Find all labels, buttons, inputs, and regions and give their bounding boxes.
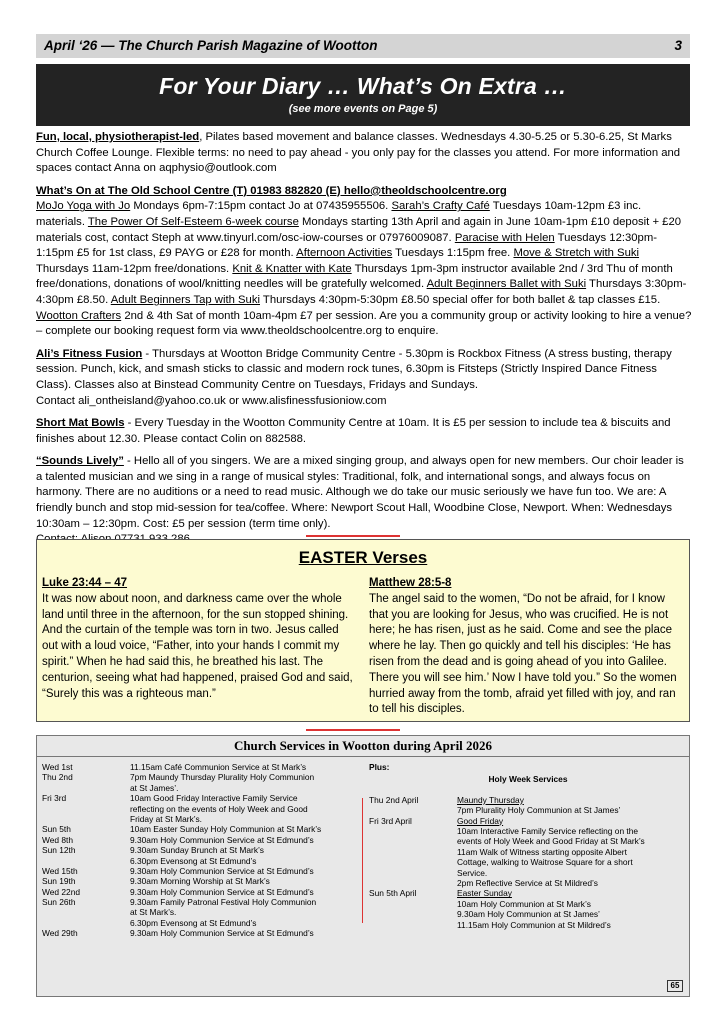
page-number: 3 — [674, 38, 682, 53]
osc-detail: Thursdays 11am-12pm free/donations. — [36, 262, 233, 275]
holy-week-description: events of Holy Week and Good Friday at St Mark’s — [457, 836, 645, 847]
service-description: 7pm Maundy Thursday Plurality Holy Communion — [130, 772, 315, 783]
holy-week-description: 9.30am Holy Communion at St James’ — [457, 909, 600, 920]
holy-week-day-heading: Good Friday — [457, 815, 504, 826]
column-divider — [362, 798, 363, 923]
easter-right-column — [369, 576, 685, 718]
banner-title: For Your Diary … What’s On Extra … — [159, 73, 567, 99]
holy-week-row — [369, 816, 687, 826]
holy-week-row — [369, 878, 687, 888]
service-day: Wed 1st — [42, 762, 73, 772]
service-row — [42, 876, 362, 886]
holy-week-day-heading: Maundy Thursday — [457, 794, 524, 805]
osc-activity: The Power Of Self-Esteem 6-week course — [87, 215, 299, 228]
service-row — [42, 866, 362, 876]
service-description: 9.30am Family Patronal Festival Holy Communion — [130, 897, 317, 908]
sounds-item — [36, 454, 692, 548]
service-day: Wed 8th — [42, 834, 74, 845]
osc-activity: Wootton Crafters — [36, 309, 122, 322]
luke-heading: Luke 23:44 – 47 — [42, 577, 128, 589]
service-day: Sun 26th — [42, 897, 76, 908]
ali-text: - Thursdays at Wootton Bridge Community Centre - 5.30pm is Rockbox Fitness (A stress busting, therapy session. Punch, kick, and smash sticks to classic and modern rock tunes, 6.30pm is Fitsteps (Strictly Inspired Dance Fitness Class). Classes also at Binstead Community Centre on Tuesdays, Fridays and Sundays. — [36, 347, 672, 391]
service-description: 9.30am Morning Worship at St Mark’s — [130, 876, 270, 887]
holy-week-row — [369, 836, 687, 846]
holy-week-row — [369, 847, 687, 857]
osc-heading: What’s On at The Old School Centre (T) 01983 882820 (E) hello@theoldschoolcentre.org — [36, 184, 507, 197]
holy-week-row — [369, 909, 687, 919]
service-description: 11.15am Café Communion Service at St Mark’s — [130, 762, 307, 772]
bowls-lead: Short Mat Bowls — [36, 417, 125, 430]
osc-detail: 2nd & 4th Sat of month 10am-4pm £7 per session. Are you a community group or activity looking to hire a venue? – complete our booking request form via www.theoldschoolcentre.org to enquire. — [36, 309, 692, 338]
holy-week-day: Thu 2nd April — [369, 794, 419, 805]
service-row — [42, 793, 362, 803]
bowls-text: - Every Tuesday in the Wootton Community Centre at 10am. It is £5 per session to include tea & biscuits and finishes about 12.30. Please contact Colin on 882588. — [36, 417, 671, 445]
holy-week-row — [369, 920, 687, 930]
page-header — [36, 34, 690, 58]
holy-week-description: Cottage, walking to Waitrose Square for a short — [457, 857, 633, 868]
service-description: 9.30am Holy Communion Service at St Edmund’s — [130, 834, 314, 845]
osc-detail: Mondays 6pm-7:15pm contact Jo at 07435955506. — [130, 200, 392, 213]
service-description: reflecting on the events of Holy Week and Good — [130, 803, 308, 814]
osc-activity: Adult Beginners Ballet with Suki — [426, 278, 587, 291]
osc-detail: Tuesdays 10am-12pm £3 inc. materials. — [36, 200, 642, 228]
bowls-item — [36, 416, 692, 447]
holy-week-row — [369, 899, 687, 909]
service-row — [42, 907, 362, 917]
divider-line — [306, 729, 400, 731]
service-day: Wed 22nd — [42, 886, 81, 897]
service-row — [42, 824, 362, 834]
service-row — [42, 772, 362, 782]
osc-activity: Paracise with Helen — [454, 231, 555, 244]
service-description: 9.30am Holy Communion Service at St Edmund’s — [130, 865, 314, 876]
service-description: 6.30pm Evensong at St Edmund’s — [130, 855, 257, 866]
ali-lead: Ali’s Fitness Fusion — [36, 347, 143, 360]
holy-week-row — [369, 868, 687, 878]
service-description: 10am Good Friday Interactive Family Service — [130, 793, 298, 804]
pilates-item — [36, 130, 692, 177]
service-day: Sun 5th — [42, 824, 71, 835]
service-description: 6.30pm Evensong at St Edmund’s — [130, 917, 257, 928]
magazine-title: April ‘26 — The Church Parish Magazine of Wootton — [44, 38, 378, 53]
holy-week-row — [369, 857, 687, 867]
holy-week-panel — [369, 762, 687, 930]
holy-week-heading: Holy Week Services — [488, 774, 568, 785]
service-row — [42, 928, 362, 938]
matthew-heading: Matthew 28:5-8 — [369, 577, 452, 589]
service-day: Sun 12th — [42, 845, 76, 856]
pilates-text: , Pilates based movement and balance classes. Wednesdays 4.30-5.25 or 5.30-6.25, St Marks Church Coffee Lounge. Flexible terms: no need to pay ahead - you only pay for the classes you attend. For more information and spaces contact Anna on aqphysio@outlook.com — [36, 131, 681, 175]
service-row — [42, 897, 362, 907]
ali-item — [36, 347, 692, 409]
service-row — [42, 814, 362, 824]
banner-subtitle: (see more events on Page 5) — [288, 103, 438, 115]
holy-week-row — [369, 805, 687, 815]
pilates-lead: Fun, local, physiotherapist-led — [36, 131, 200, 143]
service-row — [42, 918, 362, 928]
holy-week-row — [369, 795, 687, 805]
matthew-text: The angel said to the women, “Do not be afraid, for I know that you are looking for Jesus, who was crucified. He is not here; he has risen, just as he said. Come and see the place where he lay. Then go quickly and tell his disciples: ‘He has risen from the dead and is going ahead of you into Galilee. There you will see him.’ Now I have told you.” So the women hurried away from the tomb, afraid yet filled with joy, and ran to tell his disciples. — [369, 592, 677, 716]
osc-detail: Thursdays 3:30pm-4:30pm £8.50. — [36, 278, 687, 306]
holy-week-day: Sun 5th April — [369, 888, 417, 899]
holy-week-description: Service. — [457, 867, 488, 878]
service-description: Friday at St Mark’s. — [130, 813, 202, 824]
holy-week-description: 10am Holy Communion at St Mark’s — [457, 898, 591, 909]
service-day: Wed 15th — [42, 865, 78, 876]
osc-detail: Tuesdays 12:30pm-1:15pm £5 for 1st class, £9 PAYG or £28 for month. — [36, 231, 658, 260]
holy-week-description: 2pm Reflective Service at St Mildred’s — [457, 877, 598, 888]
holy-week-description: 7pm Plurality Holy Communion at St James’ — [457, 805, 621, 816]
holy-week-day: Fri 3rd April — [369, 815, 412, 826]
service-row — [42, 887, 362, 897]
service-row — [42, 845, 362, 855]
osc-detail: Tuesdays 1:15pm free. — [392, 247, 514, 260]
service-row — [42, 835, 362, 845]
service-day: Sun 19th — [42, 876, 76, 887]
holy-week-day-heading: Easter Sunday — [457, 888, 512, 899]
osc-activity: MoJo Yoga with Jo — [36, 200, 131, 213]
easter-title: EASTER Verses — [298, 548, 428, 567]
service-day: Fri 3rd — [42, 793, 67, 804]
service-row — [42, 762, 362, 772]
service-day: Wed 29th — [42, 928, 78, 939]
services-title: Church Services in Wootton during April 2026 — [37, 736, 689, 757]
ali-contact: Contact ali_ontheisland@yahoo.co.uk or www.alisfinessfusioniow.com — [36, 394, 387, 407]
service-description: 9.30am Holy Communion Service at St Edmund’s — [130, 886, 314, 897]
osc-detail: Thursdays 4:30pm-5:30pm £8.50 special offer for both ballet & tap classes £15. — [260, 293, 661, 306]
sounds-lead: “Sounds Lively” — [36, 455, 124, 468]
church-services-box — [36, 735, 690, 997]
osc-activity: Adult Beginners Tap with Suki — [110, 293, 260, 306]
sounds-text: - Hello all of you singers. We are a mixed singing group, and always open for new members. Our choir leader is a talented musician and we sing in a range of musical styles: Traditional, folk, and international songs, and always focus on harmony. There are no auditions or a need to read music. Although we do take our music seriously we have fun too. We are: A friendly bunch and stop mid-session for tea/coffee. Where: Newport Scout Hall, Woodbine Close, Newport. When: Wednesdays 10:30am – 12:30pm. Cost: £5 per session (term time only). — [36, 455, 684, 530]
diary-banner — [36, 64, 690, 126]
holy-week-row — [369, 826, 687, 836]
services-schedule — [42, 762, 362, 939]
service-description: at St James’. — [130, 782, 179, 793]
osc-activity: Knit & Knatter with Kate — [232, 262, 352, 275]
holy-week-description: 11am Walk of Witness starting opposite Albert — [457, 846, 627, 857]
service-description: at St Mark’s. — [130, 907, 177, 918]
service-description: 9.30am Holy Communion Service at St Edmund’s — [130, 928, 314, 939]
easter-verses-box — [36, 539, 690, 722]
service-row — [42, 856, 362, 866]
holy-week-description: 11.15am Holy Communion at St Mildred’s — [457, 919, 611, 930]
osc-item — [36, 184, 692, 340]
osc-activity: Move & Stretch with Suki — [513, 247, 640, 260]
osc-activity: Sarah’s Crafty Café — [391, 200, 490, 213]
service-row — [42, 804, 362, 814]
service-description: 10am Easter Sunday Holy Communion at St Mark’s — [130, 824, 322, 835]
events-body — [36, 130, 692, 555]
divider-line — [306, 535, 400, 537]
luke-text: It was now about noon, and darkness came over the whole land until three in the afternoon, for the sun stopped shining. And the curtain of the temple was torn in two. Jesus called out with a loud voice, “Father, into your hands I commit my spirit.” When he had said this, he breathed his last. The centurion, seeing what had happened, praised God and said, “Surely this was a righteous man.” — [42, 592, 353, 700]
holy-week-row — [369, 888, 687, 898]
osc-detail: Mondays starting 13th April and again in June 10am-1pm £10 deposit + £20 materials cost, contact Steph at www.tinyurl.com/osc-iow-courses or 07976009087. — [36, 215, 682, 244]
easter-left-column — [42, 576, 357, 702]
osc-activity: Afternoon Activities — [296, 247, 393, 260]
plus-label: Plus: — [369, 762, 390, 772]
service-row — [42, 783, 362, 793]
page-corner-mark: 65 — [667, 980, 683, 992]
holy-week-description: 10am Interactive Family Service reflecting on the — [457, 825, 639, 836]
osc-detail: Thursdays 1pm-3pm instructor available 2nd / 3rd Thu of month free/donations, donations of wool/knitting needles will be gratefully welcomed. — [36, 262, 673, 291]
holy-week-schedule — [369, 795, 687, 930]
service-day: Thu 2nd — [42, 772, 73, 783]
service-description: 9.30am Sunday Brunch at St Mark’s — [130, 845, 264, 856]
